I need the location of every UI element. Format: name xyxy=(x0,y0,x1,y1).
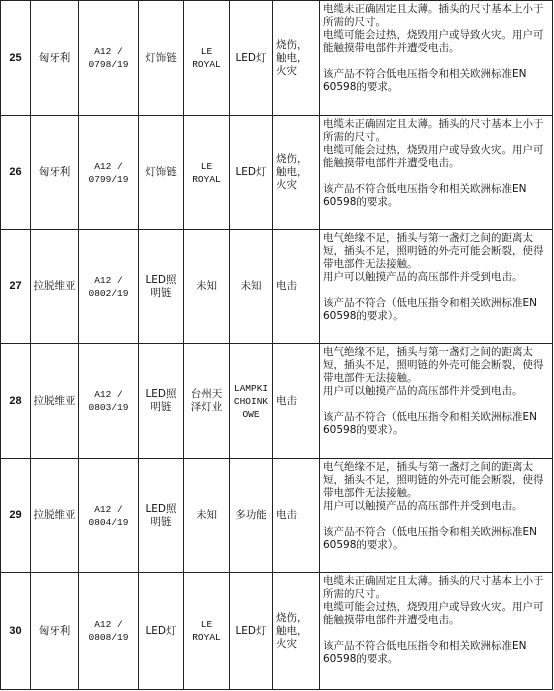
description-cell: 电缆未正确固定且太薄。插头的尺寸基本上小于所需的尺寸。 电缆可能会过热，烧毁用户或导致火灾。用户可能触摸带电部件并遭受电击。 该产品不符合低电压指令和相关欧洲标准EN 60598的要求。 xyxy=(320,1,553,116)
hazard-cell: 烧伤，触电，火灾 xyxy=(273,1,320,116)
reference-cell: A12 / 0804/19 xyxy=(79,459,139,573)
model-cell: LED灯 xyxy=(230,1,273,116)
model-cell: 多功能 xyxy=(230,459,273,573)
country-cell: 匈牙利 xyxy=(31,573,79,690)
hazard-cell: 烧伤，触电，火灾 xyxy=(273,116,320,230)
description-cell: 电缆未正确固定且太薄。插头的尺寸基本上小于所需的尺寸。 电缆可能会过热，烧毁用户或导致火灾。用户可能触摸带电部件并遭受电击。 该产品不符合低电压指令和相关欧洲标准EN 60598的要求。 xyxy=(320,573,553,690)
row-number: 26 xyxy=(1,116,31,230)
description-cell: 电气绝缘不足，插头与第一盏灯之间的距离太短，插头不足，照明链的外壳可能会断裂，使得带电部件无法接触。 用户可以触摸产品的高压部件并受到电击。 该产品不符合（低电压指令和相关欧洲标准EN 60598的要求）。 xyxy=(320,344,553,459)
model-cell: LED灯 xyxy=(230,573,273,690)
table-row xyxy=(1,1,553,116)
country-cell: 匈牙利 xyxy=(31,116,79,230)
model-cell: 未知 xyxy=(230,230,273,344)
brand-cell: 未知 xyxy=(184,230,230,344)
description-cell: 电缆未正确固定且太薄。插头的尺寸基本上小于所需的尺寸。 电缆可能会过热，烧毁用户或导致火灾。用户可能触摸带电部件并遭受电击。 该产品不符合低电压指令和相关欧洲标准EN 60598的要求。 xyxy=(320,116,553,230)
hazard-cell: 电击 xyxy=(273,230,320,344)
row-number: 28 xyxy=(1,344,31,459)
reference-cell: A12 / 0799/19 xyxy=(79,116,139,230)
product-cell: LED照明链 xyxy=(139,230,184,344)
hazard-cell: 烧伤，触电，火灾 xyxy=(273,573,320,690)
row-number: 29 xyxy=(1,459,31,573)
brand-cell: LE ROYAL xyxy=(184,1,230,116)
reference-cell: A12 / 0802/19 xyxy=(79,230,139,344)
table-row xyxy=(1,116,553,230)
brand-cell: 未知 xyxy=(184,459,230,573)
reference-cell: A12 / 0808/19 xyxy=(79,573,139,690)
brand-cell: LE ROYAL xyxy=(184,116,230,230)
model-cell: LAMPKI CHOINKOWE xyxy=(230,344,273,459)
reference-cell: A12 / 0803/19 xyxy=(79,344,139,459)
country-cell: 匈牙利 xyxy=(31,1,79,116)
brand-cell: 台州天泽灯业 xyxy=(184,344,230,459)
brand-cell: LE ROYAL xyxy=(184,573,230,690)
country-cell: 拉脱维亚 xyxy=(31,344,79,459)
country-cell: 拉脱维亚 xyxy=(31,230,79,344)
product-cell: 灯饰链 xyxy=(139,1,184,116)
model-cell: LED灯 xyxy=(230,116,273,230)
reference-cell: A12 / 0798/19 xyxy=(79,1,139,116)
table-row xyxy=(1,459,553,573)
product-cell: LED照明链 xyxy=(139,459,184,573)
product-cell: 灯饰链 xyxy=(139,116,184,230)
hazard-cell: 电击 xyxy=(273,459,320,573)
table-row xyxy=(1,573,553,690)
row-number: 30 xyxy=(1,573,31,690)
row-number: 25 xyxy=(1,1,31,116)
hazard-cell: 电击 xyxy=(273,344,320,459)
table-row xyxy=(1,230,553,344)
table-body xyxy=(1,1,553,690)
country-cell: 拉脱维亚 xyxy=(31,459,79,573)
row-number: 27 xyxy=(1,230,31,344)
product-cell: LED灯 xyxy=(139,573,184,690)
description-cell: 电气绝缘不足，插头与第一盏灯之间的距离太短，插头不足，照明链的外壳可能会断裂，使得带电部件无法接触。 用户可以触摸产品的高压部件并受到电击。 该产品不符合（低电压指令和相关欧洲标准EN 60598的要求）。 xyxy=(320,459,553,573)
table-row xyxy=(1,344,553,459)
description-cell: 电气绝缘不足，插头与第一盏灯之间的距离太短，插头不足，照明链的外壳可能会断裂，使得带电部件无法接触。 用户可以触摸产品的高压部件并受到电击。 该产品不符合（低电压指令和相关欧洲标准EN 60598的要求）。 xyxy=(320,230,553,344)
product-cell: LED照明链 xyxy=(139,344,184,459)
